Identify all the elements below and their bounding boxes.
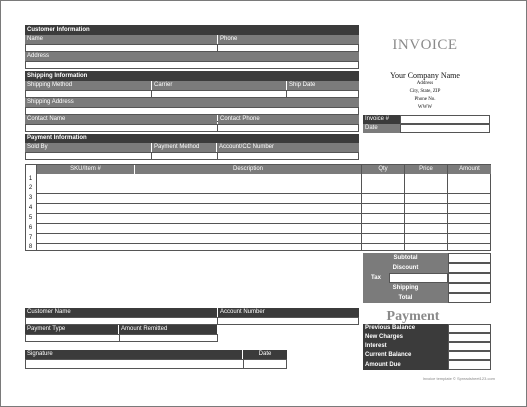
signature-label: Signature (25, 350, 242, 359)
company-name: Your Company Name (390, 71, 460, 80)
invoice-number-label: Invoice # (363, 115, 400, 124)
row-number: 7 (28, 235, 33, 241)
contact-phone-label: Contact Phone (218, 115, 359, 124)
amount-remitted-label: Amount Remitted (119, 325, 217, 334)
customer-info-header: Customer Information (25, 25, 359, 35)
row-number: 1 (28, 176, 33, 182)
customer-phone-field[interactable] (217, 44, 359, 52)
footer-note: Invoice template © Spreadsheet123.com (422, 376, 495, 381)
table-row[interactable] (36, 234, 491, 244)
table-row[interactable] (36, 224, 491, 234)
remit-customer-name-field[interactable] (25, 317, 218, 325)
carrier-field[interactable] (151, 90, 287, 98)
amount-due-value[interactable] (448, 360, 491, 370)
table-row[interactable] (36, 204, 491, 214)
shipping-method-label: Shipping Method (25, 81, 151, 90)
contact-phone-field[interactable] (217, 124, 359, 132)
customer-name-label: Name (25, 35, 217, 44)
shipping-label: Shipping (363, 283, 448, 293)
account-cc-label: Account/CC Number (217, 143, 359, 152)
remit-date-field[interactable] (243, 359, 287, 369)
new-charges-value[interactable] (448, 333, 491, 342)
payment-type-field[interactable] (25, 334, 120, 342)
table-row[interactable] (36, 194, 491, 204)
table-row[interactable] (36, 244, 491, 251)
total-value[interactable] (448, 293, 491, 303)
customer-address-label: Address (25, 52, 359, 61)
total-label: Total (363, 293, 448, 303)
invoice-number-field[interactable] (400, 115, 490, 124)
shipping-info-header: Shipping Information (25, 71, 359, 81)
amount-due-label: Amount Due (363, 360, 448, 370)
ship-date-field[interactable] (286, 90, 359, 98)
customer-phone-label: Phone (218, 35, 359, 44)
payment-info-header: Payment Information (25, 134, 359, 143)
current-balance-label: Current Balance (363, 351, 448, 360)
shipping-method-field[interactable] (25, 90, 152, 98)
col-price: Price (405, 165, 447, 174)
invoice-date-field[interactable] (400, 124, 490, 133)
remit-customer-name-label: Customer Name (25, 308, 217, 317)
ship-date-label: Ship Date (287, 81, 359, 90)
row-number: 6 (28, 225, 33, 231)
table-row[interactable] (36, 174, 491, 194)
signature-field[interactable] (25, 359, 244, 369)
payment-type-label: Payment Type (25, 325, 118, 334)
sold-by-field[interactable] (25, 152, 152, 160)
col-sku: SKU/Item # (37, 165, 134, 174)
invoice-date-label: Date (363, 124, 400, 133)
contact-name-field[interactable] (25, 124, 218, 132)
company-phone: Phone No. (414, 97, 436, 102)
interest-value[interactable] (448, 342, 491, 351)
payment-method-field[interactable] (151, 152, 218, 160)
customer-name-field[interactable] (25, 44, 218, 52)
col-description: Description (135, 165, 361, 174)
remit-account-number-field[interactable] (217, 317, 359, 325)
items-table (25, 164, 491, 251)
subtotal-label: Subtotal (363, 253, 448, 263)
discount-value[interactable] (448, 263, 491, 273)
row-number: 8 (28, 244, 33, 250)
discount-label: Discount (363, 263, 448, 273)
payment-title: Payment (386, 309, 440, 324)
interest-label: Interest (363, 342, 448, 351)
shipping-address-label: Shipping Address (25, 98, 359, 107)
carrier-label: Carrier (152, 81, 286, 90)
amount-remitted-field[interactable] (119, 334, 218, 342)
new-charges-label: New Charges (363, 333, 448, 342)
col-amount: Amount (448, 165, 491, 174)
subtotal-value[interactable] (448, 253, 491, 263)
sold-by-label: Sold By (25, 143, 151, 152)
previous-balance-label: Previous Balance (363, 324, 448, 333)
customer-address-field[interactable] (25, 61, 359, 69)
row-number: 3 (28, 195, 33, 201)
row-number: 4 (28, 205, 33, 211)
previous-balance-value[interactable] (448, 324, 491, 333)
col-qty: Qty (362, 165, 404, 174)
payment-method-label: Payment Method (152, 143, 216, 152)
current-balance-value[interactable] (448, 351, 491, 360)
contact-name-label: Contact Name (25, 115, 217, 124)
row-number: 2 (28, 185, 33, 191)
remit-date-label: Date (243, 350, 287, 359)
tax-value[interactable] (448, 273, 491, 283)
account-cc-field[interactable] (217, 152, 359, 160)
tax-rate-field[interactable] (389, 273, 448, 283)
invoice-title: INVOICE (392, 37, 458, 53)
shipping-value[interactable] (448, 283, 491, 293)
company-address: Address (416, 81, 434, 86)
row-number: 5 (28, 215, 33, 221)
tax-label: Tax (363, 273, 389, 283)
company-city: City, State, ZIP (409, 89, 441, 94)
table-row[interactable] (36, 214, 491, 224)
company-web: WWW (417, 105, 433, 110)
remit-account-number-label: Account Number (218, 308, 359, 317)
